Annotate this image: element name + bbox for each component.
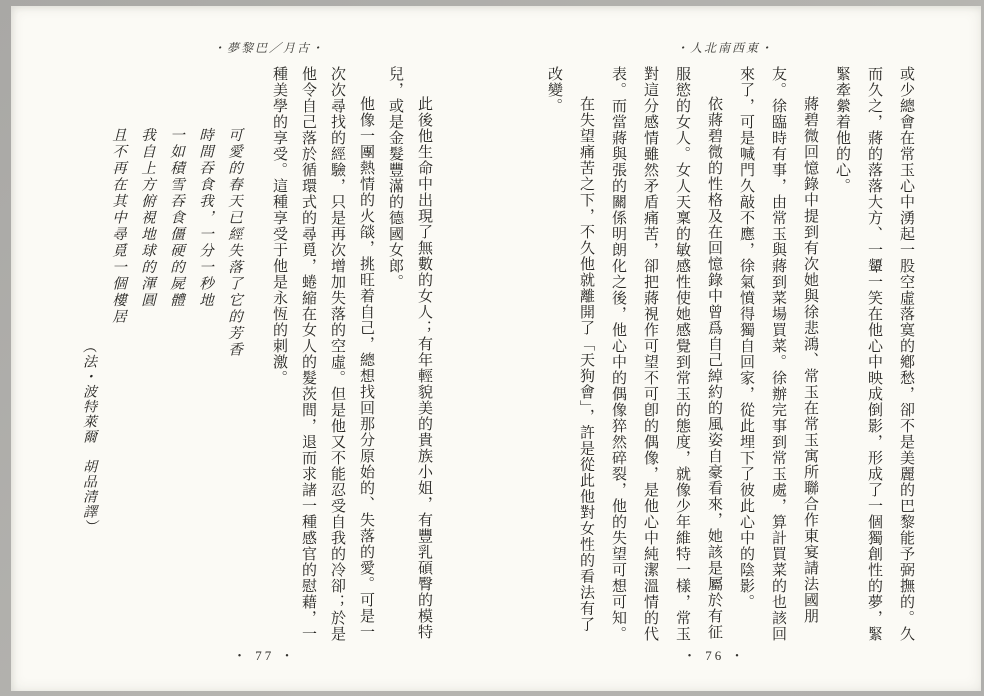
text-column: 友。徐臨時有事，由常玉與蔣到菜場買菜。徐辦完事到常玉處，算計買菜的也該回 bbox=[770, 66, 786, 642]
text-column: 他令自己落於循環式的尋覓，蜷縮在女人的髮茨間，退而求諸一種感官的慰藉，一 bbox=[300, 66, 316, 642]
text-column: 表。而當蔣與張的關係明朗化之後，他心中的偶像猝然碎裂，他的失望可想可知。 bbox=[610, 66, 626, 642]
text-column: 他像一團熱情的火燄，挑旺着自己，總想找回那分原始的、失落的愛。可是一 bbox=[358, 96, 374, 640]
poem-line: 且不再在其中尋覓一個樓居 bbox=[110, 126, 126, 325]
poem-line: 我自上方俯視地球的渾圓 bbox=[139, 126, 155, 309]
text-column: 此後他生命中出現了無數的女人；有年輕貌美的貴族小姐，有豐乳碩臀的模特 bbox=[416, 96, 432, 640]
right-page-text-block bbox=[536, 66, 922, 650]
left-page-text-block bbox=[60, 66, 438, 650]
poem-attribution: （法・波特萊爾 胡品清譯） bbox=[81, 339, 96, 534]
text-column: 種美學的享受。這種享受于他是永恆的刺激。 bbox=[271, 66, 287, 386]
page-number-left: ・ 77 ・ bbox=[233, 648, 297, 663]
poem-line: 時間吞食我，一分一秒地 bbox=[197, 126, 213, 309]
text-column: 依蔣碧微的性格及在回憶錄中曾爲自己綽約的風姿自豪看來，她該是屬於有征 bbox=[706, 96, 722, 640]
page-number-right: ・ 76 ・ bbox=[683, 648, 747, 663]
text-column: 次次尋找的經驗，只是再次增加失落的空虛。但是他又不能忍受自我的冷卻；於是 bbox=[329, 66, 345, 642]
text-column: 在失望痛苦之下，不久他就離開了「天狗會」，許是從此他對女性的看法有了 bbox=[578, 96, 594, 633]
text-column: 改變。 bbox=[546, 66, 562, 114]
text-column: 兒，或是金髮豐滿的德國女郎。 bbox=[387, 66, 403, 290]
text-column: 或少總會在常玉心中湧起一股空虛落寞的鄕愁，卻不是美麗的巴黎能予弼撫的。久 bbox=[898, 66, 914, 642]
running-head-right: ・人北南西東・ bbox=[676, 41, 775, 55]
text-column: 蔣碧微回憶錄中提到有次她與徐悲鴻、常玉在常玉寓所聯合作東宴請法國朋 bbox=[802, 96, 818, 624]
text-column: 而久之，蔣的落落大方、一顰一笑在他心中映成倒影，形成了一個獨創性的夢，緊 bbox=[866, 66, 882, 642]
text-column: 緊牽縈着他的心。 bbox=[834, 66, 850, 194]
poem-line: 一如積雪吞食僵硬的屍體 bbox=[168, 126, 184, 309]
running-head-left: ・夢黎巴／月古・ bbox=[213, 41, 326, 55]
text-column: 服慾的女人。女人天稟的敏感性使她感覺到常玉的態度，就像少年維特一樣，常玉 bbox=[674, 66, 690, 642]
text-column: 對這分感情雖然矛盾痛苦，卻把蔣視作可望不可卽的偶像，是他心中純潔溫情的代 bbox=[642, 66, 658, 642]
text-column: 來了，可是喊門久敲不應，徐氣憤得獨自回家，從此埋下了彼此心中的陰影。 bbox=[738, 66, 754, 610]
poem-line: 可愛的春天已經失落了它的芳香 bbox=[226, 126, 242, 358]
